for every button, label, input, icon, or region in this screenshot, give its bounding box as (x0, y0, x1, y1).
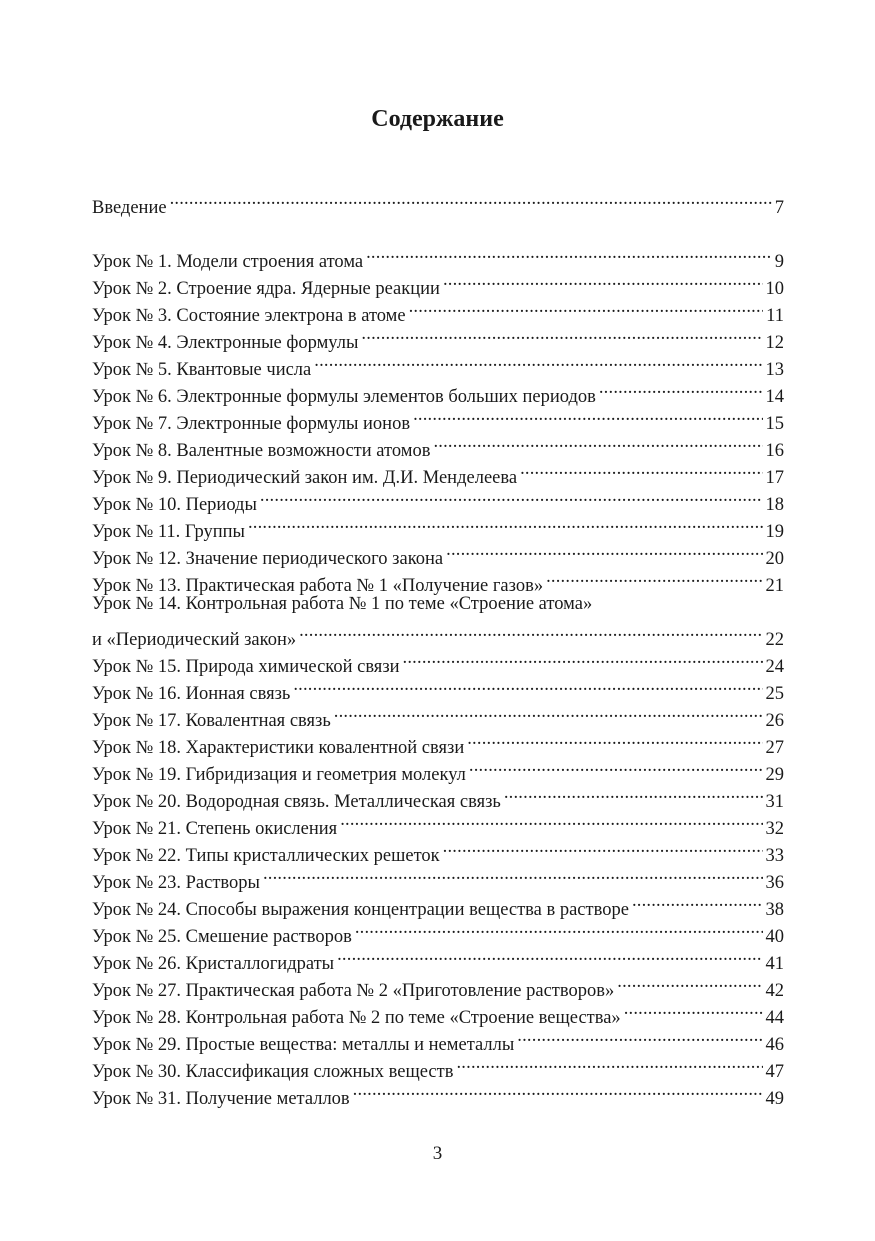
toc-entry-text: Урок № 23. Растворы (92, 873, 260, 893)
dot-leader (443, 834, 763, 861)
toc-entry-page: 46 (765, 1035, 784, 1055)
toc-entry-page: 20 (765, 549, 784, 569)
dot-leader (467, 726, 762, 753)
toc-entry-text: Урок № 16. Ионная связь (92, 684, 291, 704)
toc-entry-page: 25 (765, 684, 784, 704)
dot-leader (599, 375, 763, 402)
dot-leader (546, 564, 762, 591)
toc-entry-text: Урок № 31. Получение металлов (92, 1089, 350, 1109)
toc-entry[interactable] (92, 240, 784, 272)
dot-leader (403, 645, 763, 672)
toc-spacer (92, 213, 784, 240)
dot-leader (413, 402, 762, 429)
dot-leader (504, 780, 763, 807)
dot-leader (293, 672, 762, 699)
toc-entry-page: 13 (765, 360, 784, 380)
toc-entry-page: 21 (765, 576, 784, 596)
toc-entry-text: Урок № 1. Модели строения атома (92, 252, 364, 272)
toc-entry-page: 31 (765, 792, 784, 812)
dot-leader (299, 618, 762, 645)
dot-leader (469, 753, 763, 780)
toc-entry-page: 15 (765, 414, 784, 434)
toc-entry-text: Урок № 2. Строение ядра. Ядерные реакции (92, 279, 440, 299)
toc-entry-page: 16 (765, 441, 784, 461)
toc-entry-page: 27 (765, 738, 784, 758)
toc-entry-text: Урок № 24. Способы выражения концентрации вещества в растворе (92, 900, 629, 920)
toc-entry-page: 11 (766, 306, 784, 326)
toc-entry-text: Урок № 8. Валентные возможности атомов (92, 441, 431, 461)
toc-entry-page: 26 (765, 711, 784, 731)
toc-entry-text: и «Периодический закон» (92, 630, 297, 650)
toc-entry-text: Урок № 7. Электронные формулы ионов (92, 414, 411, 434)
toc-entry-text: Урок № 25. Смешение растворов (92, 927, 352, 947)
toc-entry-text: Урок № 27. Практическая работа № 2 «Приготовление растворов» (92, 981, 615, 1001)
toc-entry-text: Урок № 4. Электронные формулы (92, 333, 359, 353)
toc-entry-text: Урок № 3. Состояние электрона в атоме (92, 306, 406, 326)
dot-leader (433, 429, 762, 456)
toc-entry-text: Урок № 6. Электронные формулы элементов больших периодов (92, 387, 596, 407)
toc-entry-text: Урок № 12. Значение периодического закона (92, 549, 444, 569)
dot-leader (353, 1077, 763, 1104)
toc-entry-text: Урок № 17. Ковалентная связь (92, 711, 331, 731)
toc-entry-page: 22 (765, 630, 784, 650)
page-title: Содержание (371, 106, 504, 132)
dot-leader (632, 888, 763, 915)
toc-entry-text: Урок № 13. Практическая работа № 1 «Получение газов» (92, 576, 544, 596)
lesson-list (92, 240, 784, 1109)
toc-entry-page: 12 (765, 333, 784, 353)
toc-entry-text: Урок № 22. Типы кристаллических решеток (92, 846, 440, 866)
toc-entry-page: 47 (765, 1062, 784, 1082)
toc-entry-page: 19 (765, 522, 784, 542)
dot-leader (263, 861, 763, 888)
dot-leader (366, 240, 772, 267)
toc-entry-page: 24 (765, 657, 784, 677)
dot-leader (446, 537, 762, 564)
toc-entry-text: Введение (92, 198, 167, 218)
toc-entry-page: 38 (765, 900, 784, 920)
toc-entry-page: 44 (765, 1008, 784, 1028)
dot-leader (443, 267, 763, 294)
toc-entry-text: Урок № 15. Природа химической связи (92, 657, 400, 677)
toc-entry-page: 42 (765, 981, 784, 1001)
toc-entry-text: Урок № 18. Характеристики ковалентной связи (92, 738, 465, 758)
toc-entry-page: 18 (765, 495, 784, 515)
toc-entry-page: 7 (774, 198, 784, 218)
toc-entry-page: 49 (765, 1089, 784, 1109)
table-of-contents (92, 186, 784, 1109)
toc-entry-page: 36 (765, 873, 784, 893)
toc-entry-text: Урок № 21. Степень окисления (92, 819, 338, 839)
dot-leader (340, 807, 762, 834)
dot-leader (337, 942, 762, 969)
dot-leader (260, 483, 763, 510)
toc-entry-line: Урок № 14. Контрольная работа № 1 по теме «Строение атома» (92, 594, 593, 614)
toc-entry-text: Урок № 20. Водородная связь. Металлическая связь (92, 792, 501, 812)
toc-entry-page: 14 (765, 387, 784, 407)
dot-leader (517, 1023, 762, 1050)
toc-entry-text: Урок № 29. Простые вещества: металлы и неметаллы (92, 1035, 515, 1055)
dot-leader (617, 969, 762, 996)
dot-leader (409, 294, 764, 321)
toc-entry-text: Урок № 30. Классификация сложных веществ (92, 1062, 454, 1082)
toc-entry-page: 40 (765, 927, 784, 947)
toc-entry-text: Урок № 10. Периоды (92, 495, 257, 515)
page-number: 3 (432, 1143, 443, 1164)
toc-entry-text: Урок № 5. Квантовые числа (92, 360, 312, 380)
toc-entry-text: Урок № 28. Контрольная работа № 2 по теме «Строение вещества» (92, 1008, 621, 1028)
dot-leader (248, 510, 763, 537)
dot-leader (170, 186, 772, 213)
toc-entry-page: 29 (765, 765, 784, 785)
toc-entry-text: Урок № 26. Кристаллогидраты (92, 954, 335, 974)
toc-entry-page: 32 (765, 819, 784, 839)
toc-entry-text: Урок № 11. Группы (92, 522, 245, 542)
dot-leader (334, 699, 763, 726)
toc-entry-text: Урок № 9. Периодический закон им. Д.И. Менделеева (92, 468, 518, 488)
toc-entry-page: 17 (765, 468, 784, 488)
toc-entry[interactable] (92, 618, 784, 650)
dot-leader (361, 321, 762, 348)
dot-leader (520, 456, 762, 483)
toc-entry-text: Урок № 19. Гибридизация и геометрия молекул (92, 765, 466, 785)
dot-leader (355, 915, 763, 942)
dot-leader (314, 348, 762, 375)
dot-leader (624, 996, 763, 1023)
toc-entry-page: 10 (765, 279, 784, 299)
toc-entry-page: 41 (765, 954, 784, 974)
toc-entry-page: 33 (765, 846, 784, 866)
toc-entry-page: 9 (774, 252, 784, 272)
toc-entry-intro[interactable] (92, 186, 784, 218)
dot-leader (456, 1050, 762, 1077)
